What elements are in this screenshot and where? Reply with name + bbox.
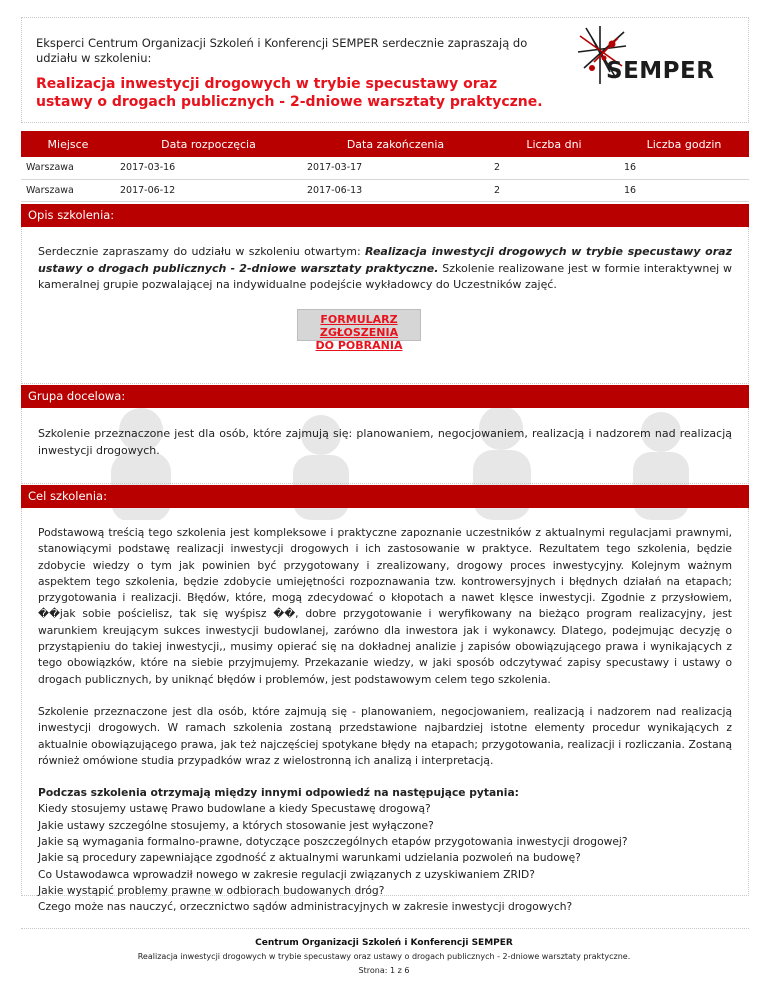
table-header-row <box>21 131 749 157</box>
table-cell: 2017-06-13 <box>302 179 489 201</box>
form-link-line1: FORMULARZ ZGŁOSZENIA <box>319 313 399 339</box>
table-cell: 16 <box>619 157 749 179</box>
question-item: Jakie wystąpić problemy prawne w odbiorach budowanych dróg? <box>38 883 385 897</box>
schedule-table <box>21 131 749 202</box>
table-cell: Warszawa <box>21 179 115 201</box>
section-header-grupa: Grupa docelowa: <box>21 385 749 408</box>
logo-text: SEMPER <box>606 58 715 84</box>
table-row <box>21 157 749 179</box>
question-item: Co Ustawodawca wprowadził nowego w zakresie regulacji związanych z uzyskiwaniem ZRID? <box>38 867 535 881</box>
intro-text: Eksperci Centrum Organizacji Szkoleń i Konferencji SEMPER serdecznie zapraszają do udziału w szkoleniu: <box>36 36 528 65</box>
section-grupa <box>21 408 749 484</box>
opis-lead: Serdecznie zapraszamy do udziału w szkoleniu otwartym: <box>38 245 366 258</box>
question-item: Czego może nas nauczyć, orzecznictwo sądów administracyjnych w zakresie inwestycji drogowych? <box>38 900 573 914</box>
question-item: Jakie są procedury zapewniające zgodność z aktualnymi warunkami udzielania pozwoleń na budowę? <box>38 851 581 865</box>
table-cell: 2017-03-16 <box>115 157 302 179</box>
opis-tail: Szkolenie realizowane jest w formie interaktywnej w kameralnej grupie pozwalającej na indywidualne podejście wykładowcy do Uczestników zajęć. <box>38 261 732 291</box>
table-row <box>21 179 749 201</box>
footer-divider <box>21 928 749 929</box>
section-opis <box>21 227 749 384</box>
section-cel <box>21 508 749 914</box>
opis-title-emphasis: Realizacja inwestycji drogowych w trybie specustawy oraz ustawy o drogach publicznych - 2-dniowe warsztaty praktyczne. <box>38 245 732 275</box>
grupa-text: Szkolenie przeznaczone jest dla osób, które zajmują się: planowaniem, negocjowaniem, realizacją i nadzorem nad realizacją inwestycji drogowych. <box>38 427 732 457</box>
footer-page-number: Strona: 1 z 6 <box>358 966 410 975</box>
table-cell: Warszawa <box>21 157 115 179</box>
column-header: Miejsce <box>21 131 115 157</box>
question-item: Jakie są wymagania formalno-prawne, dotyczące poszczególnych etapów przygotowania inwestycji drogowej? <box>38 835 628 849</box>
table-cell: 16 <box>619 179 749 201</box>
table-cell: 2 <box>489 179 619 201</box>
column-header: Liczba dni <box>489 131 619 157</box>
table-cell: 2017-06-12 <box>115 179 302 201</box>
table-cell: 2 <box>489 157 619 179</box>
column-header: Data rozpoczęcia <box>115 131 302 157</box>
footer-org: Centrum Organizacji Szkoleń i Konferencji SEMPER <box>255 938 513 948</box>
section-header-cel: Cel szkolenia: <box>21 485 749 508</box>
question-item: Kiedy stosujemy ustawę Prawo budowlane a kiedy Specustawę drogową? <box>38 802 431 816</box>
questions-list <box>38 801 732 915</box>
registration-form-download-link[interactable] <box>297 309 421 352</box>
cel-paragraph-1: Podstawową treścią tego szkolenia jest kompleksowe i praktyczne zapoznanie uczestników z aktualnymi regulacjami prawnymi, stanowiącymi podstawę realizacji inwestycji drogowych i ich zastosowanie w praktyce. Rezultatem tego szkolenia, będzie zdobycie wiedzy o tym jak powinien być przygotowany i zrealizowany, drogowy proces inwestycyjny. Kolejnym ważnym aspektem tego szkolenia, będzie zdobycie umiejętności rozpoznawania tzw. kontrowersyjnych i błędnych działań na etapach; przygotowania i realizacji. Błędów, które, mogą zdecydować o kłopotach a nawet klęsce inwestycji. Zgodnie z przysłowiem, ��jak sobie pościelisz, tak się wyśpisz ��, dobre przygotowanie i weryfikowany na bieżąco program realizacyjny, jest warunkiem kreującym sukces inwestycji budowlanej, zarówno dla inwestora jak i wykonawcy. Dlatego, podejmując decyzję o przystąpieniu do takiej inwestycji,, musimy opierać się na dokładnej analizie j zapisów obowiązującego prawa i wynikających z tego obowiązków, które na siebie przyjmujemy. Przekazanie wiedzy, w jaki sposób odczytywać zapisy specustawy i ustawy o drogach publicznych, by uniknąć błędów i problemów, jest podstawowym celem tego szkolenia. <box>38 526 732 686</box>
training-title: Realizacja inwestycji drogowych w trybie specustawy oraz ustawy o drogach publicznych - 2-dniowe warsztaty praktyczne. <box>36 76 543 110</box>
section-header-opis: Opis szkolenia: <box>21 204 749 227</box>
form-link-line2: DO POBRANIA <box>315 339 403 352</box>
opis-paragraph <box>38 244 732 294</box>
column-header: Liczba godzin <box>619 131 749 157</box>
cel-paragraph-2: Szkolenie przeznaczone jest dla osób, które zajmują się - planowaniem, negocjowaniem, realizacją i nadzorem nad realizacją inwestycji drogowych. W ramach szkolenia zostaną przedstawione najbardziej istotne elementy procedur wynikających z aktualnie obowiązującego prawa, jak też najczęściej spotykane błędy na etapach; przygotowania, realizacji i rozliczania. Zostaną również omówione studia przypadków wraz z wielostronną ich analizą i interpretacją. <box>38 704 732 767</box>
table-cell: 2017-03-17 <box>302 157 489 179</box>
footer-subtitle: Realizacja inwestycji drogowych w trybie specustawy oraz ustawy o drogach publicznych - 2-dniowe warsztaty praktyczne. <box>137 952 631 961</box>
questions-heading: Podczas szkolenia otrzymają między innymi odpowiedź na następujące pytania: <box>38 786 519 800</box>
question-item: Jakie ustawy szczególne stosujemy, a których stosowanie jest wyłączone? <box>38 818 434 832</box>
column-header: Data zakończenia <box>302 131 489 157</box>
semper-logo <box>566 22 716 102</box>
